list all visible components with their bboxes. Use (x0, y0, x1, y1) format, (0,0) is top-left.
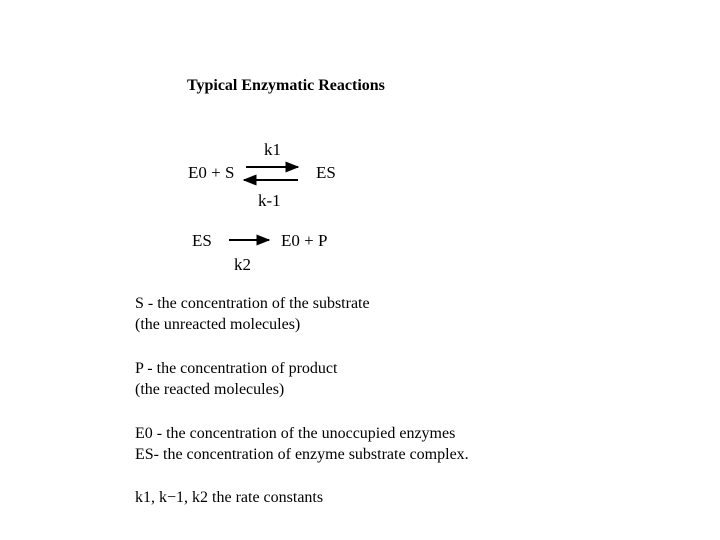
page-title: Typical Enzymatic Reactions (187, 77, 385, 94)
definition-line: (the reacted molecules) (135, 381, 285, 398)
definition-line: ES- the concentration of enzyme substrate complex. (135, 446, 469, 463)
reaction2-reactant: ES (192, 231, 212, 250)
reaction2-rate: k2 (234, 255, 251, 274)
definition-line: (the unreacted molecules) (135, 316, 301, 333)
reaction1-product: ES (316, 163, 336, 182)
definition-line: S - the concentration of the substrate (135, 295, 370, 312)
definition-product (135, 358, 337, 400)
reaction1-reactants: E0 + S (188, 163, 235, 182)
reaction1-forward-rate: k1 (264, 140, 281, 159)
definition-substrate (135, 293, 370, 335)
definition-rate-constants (135, 487, 323, 508)
reaction2-products: E0 + P (281, 231, 328, 250)
definition-enzymes (135, 423, 469, 465)
definition-line: P - the concentration of product (135, 360, 338, 377)
definition-line: E0 - the concentration of the unoccupied enzymes (135, 425, 456, 442)
definition-line: k1, k−1, k2 the rate constants (135, 489, 324, 506)
reaction1-reverse-rate: k-1 (258, 191, 281, 210)
